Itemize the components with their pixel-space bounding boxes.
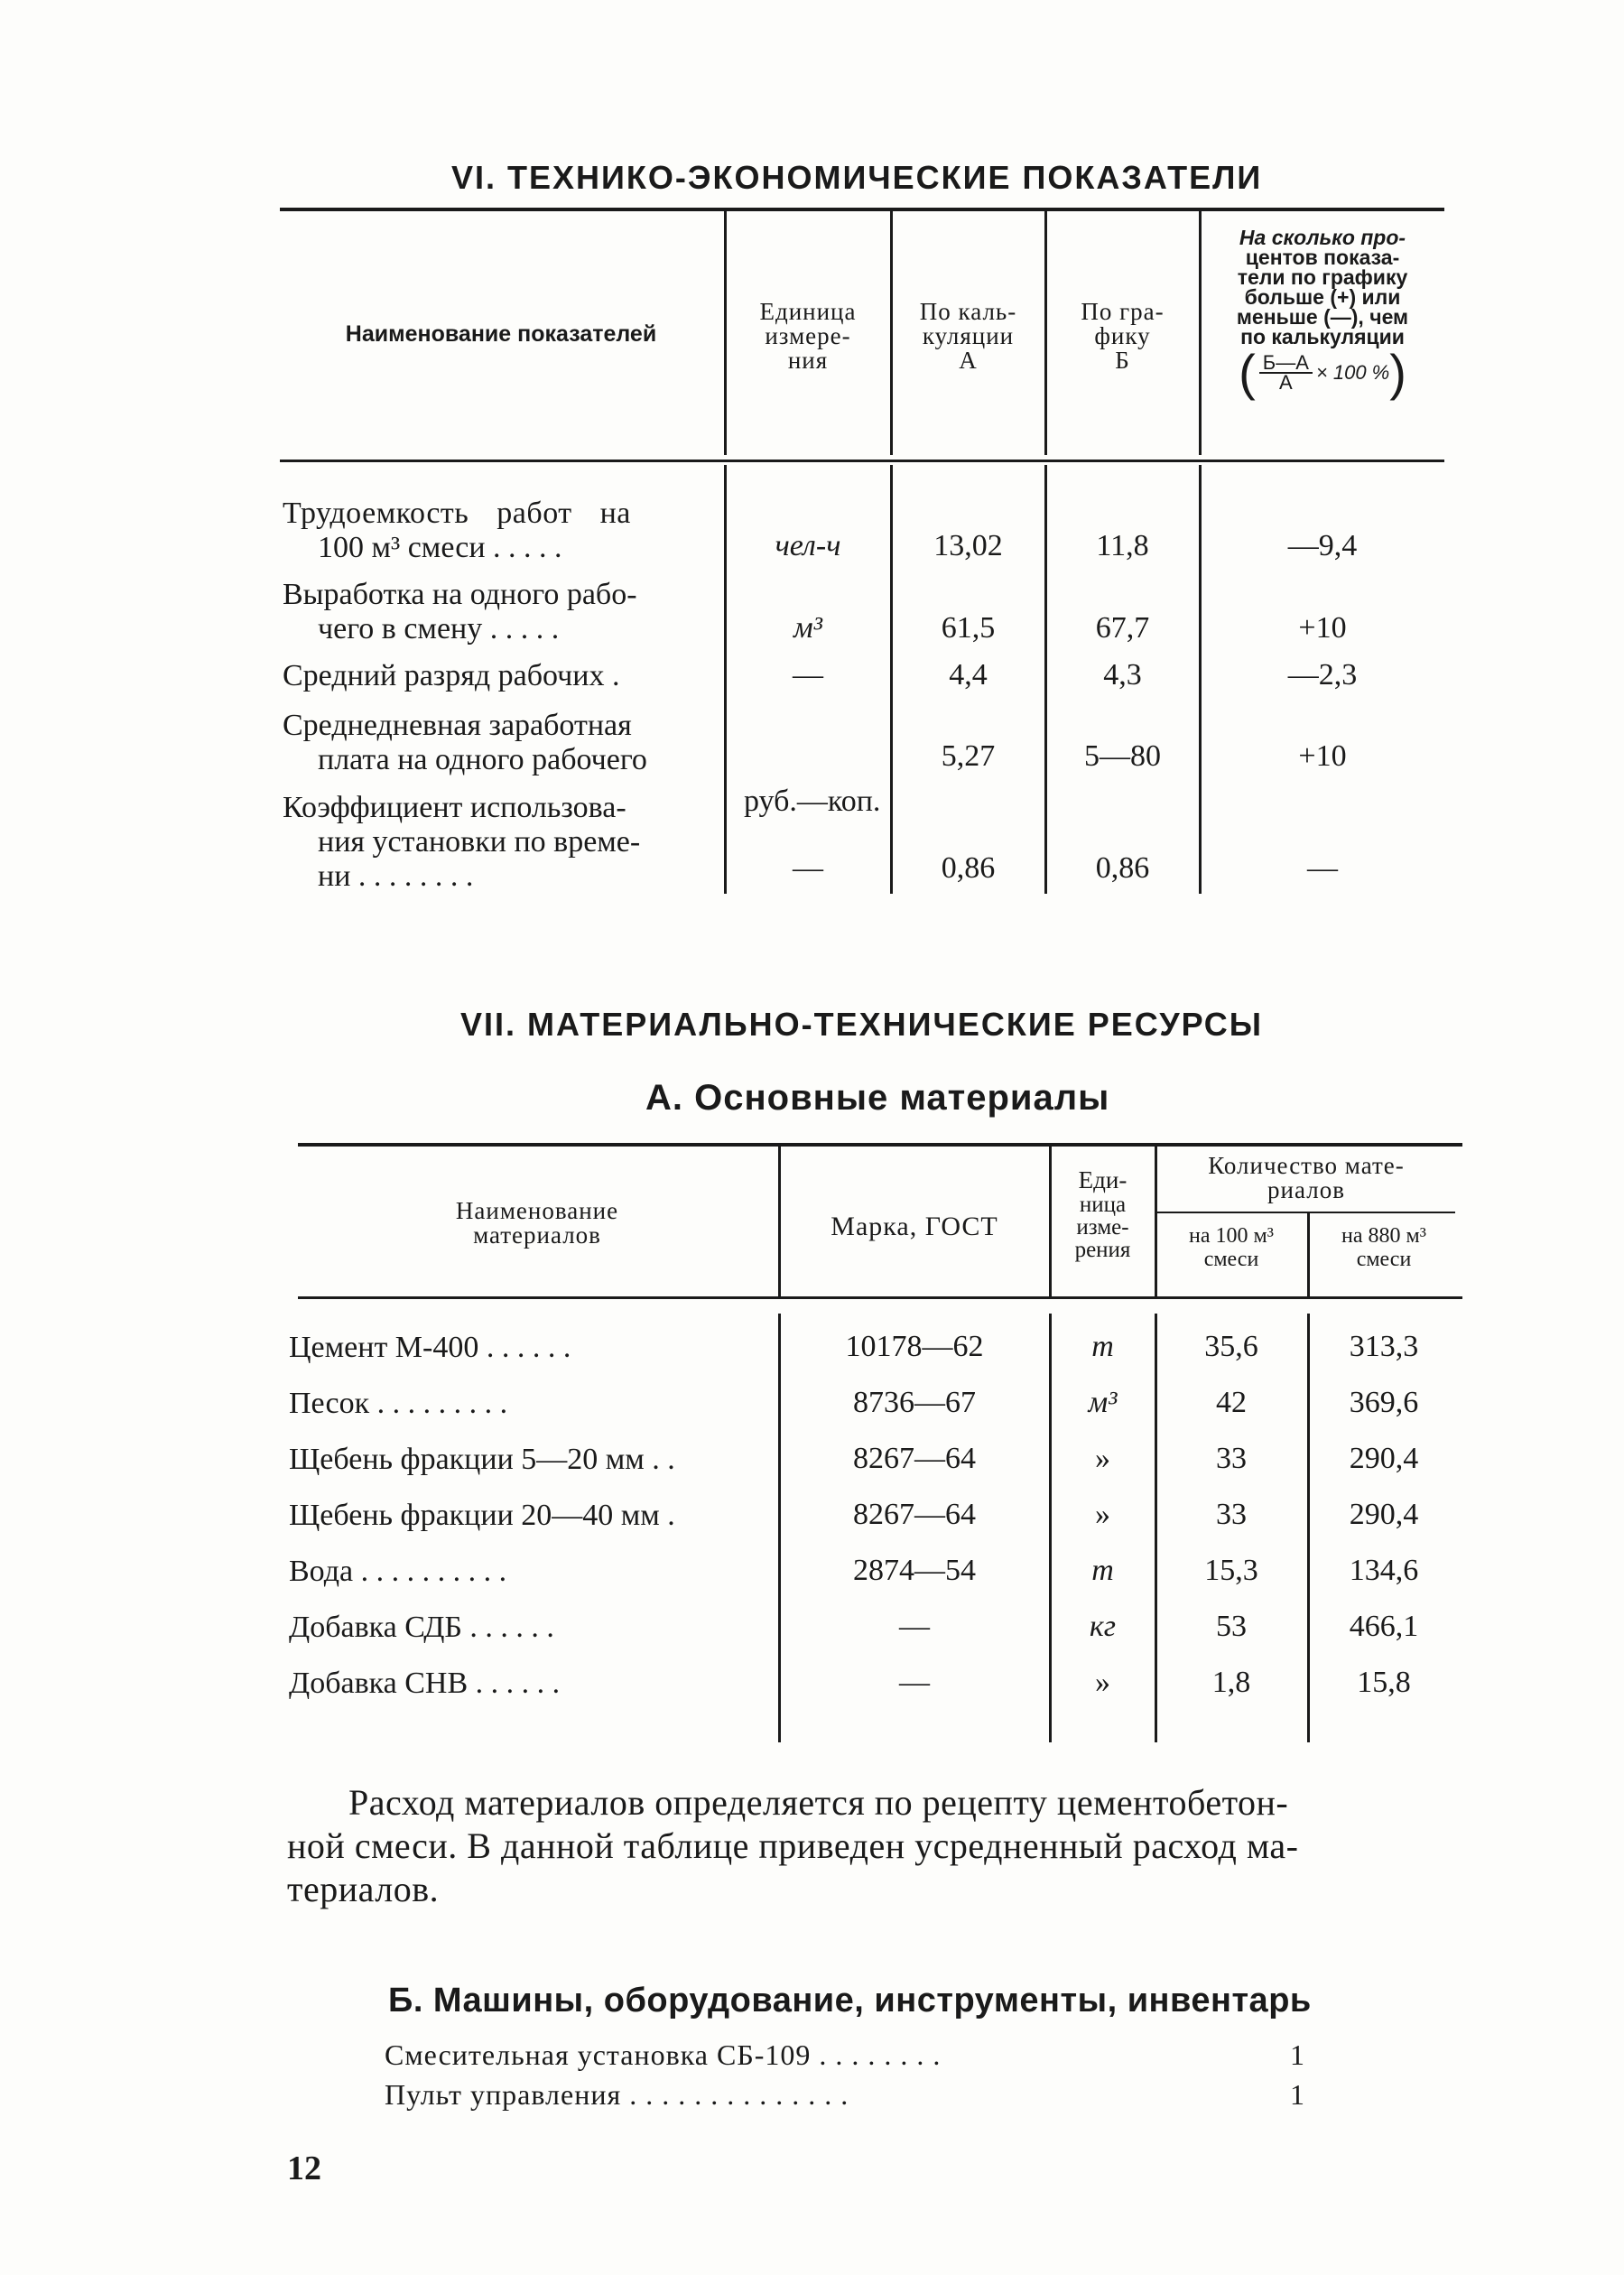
equipment-list	[385, 2035, 1305, 2114]
table1-divider	[724, 465, 727, 894]
table1-row-calc: 5,27	[941, 739, 996, 773]
table1-divider	[1199, 465, 1202, 894]
table1-row-graph: 5—80	[1084, 739, 1161, 773]
material-row-q880: 290,4	[1349, 1442, 1419, 1475]
table1-row-percent: —2,3	[1287, 658, 1358, 692]
material-row-q100: 33	[1216, 1442, 1247, 1475]
page-number: 12	[287, 2150, 321, 2187]
header-by-calculation: По каль- куляции А	[919, 298, 1017, 374]
table1-row-graph: 4,3	[1103, 658, 1142, 692]
material-row-unit: т	[1091, 1554, 1114, 1587]
material-row-q880: 313,3	[1349, 1330, 1419, 1363]
table1-row-name: Среднедневная заработная плата на одного рабочего	[283, 709, 647, 776]
header-quantity-880: на 880 м³ смеси	[1341, 1224, 1426, 1271]
material-row-q880: 369,6	[1349, 1386, 1419, 1419]
table1-row-graph: 0,86	[1095, 851, 1150, 885]
material-row-q880: 466,1	[1349, 1610, 1419, 1643]
subsection-a-title: А. Основные материалы	[645, 1078, 1110, 1118]
table2-divider	[1049, 1314, 1052, 1742]
table2-divider	[1307, 1213, 1310, 1296]
equipment-item: Пульт управления . . . . . . . . . . . . . . 1	[385, 2078, 1305, 2111]
table1-row-unit: руб.—коп.	[744, 785, 881, 818]
table2-qty-rule	[1157, 1212, 1455, 1213]
material-row-gost: 8267—64	[853, 1498, 976, 1531]
material-row-q100: 1,8	[1211, 1666, 1251, 1699]
section7-title: VII. МАТЕРИАЛЬНО-ТЕХНИЧЕСКИЕ РЕСУРСЫ	[460, 1006, 1264, 1043]
materials-note: Расход материалов определяется по рецепту цементобетон- ной смеси. В данной таблице приведен усредненный расход ма- териалов.	[287, 1782, 1299, 1909]
subsection-b-title: Б. Машины, оборудование, инструменты, инвентарь	[388, 1982, 1312, 2020]
material-row-gost: —	[899, 1666, 930, 1699]
table1-row-unit: —	[793, 851, 823, 885]
table1-top-rule	[280, 208, 1444, 211]
material-row-name: Песок . . . . . . . . .	[289, 1387, 508, 1420]
header-indicator-name: Наименование показателей	[345, 321, 657, 347]
table1-divider	[890, 211, 893, 455]
table1-row-unit: м³	[793, 611, 822, 645]
material-row-gost: 10178—62	[845, 1330, 984, 1363]
material-row-name: Добавка СНВ . . . . . .	[289, 1667, 561, 1700]
material-row-q100: 42	[1216, 1386, 1247, 1419]
table1-divider	[1044, 211, 1047, 455]
table2-divider	[1307, 1314, 1310, 1742]
material-row-q100: 15,3	[1204, 1554, 1258, 1587]
material-row-name: Вода . . . . . . . . . .	[289, 1555, 507, 1588]
material-row-q880: 15,8	[1357, 1666, 1411, 1699]
table1-row-name: Трудоемкость работ на 100 м³ смеси . . . . .	[283, 497, 631, 564]
table1-divider	[1044, 465, 1047, 894]
material-row-q880: 134,6	[1349, 1554, 1419, 1587]
table1-row-percent: —9,4	[1287, 529, 1358, 562]
header-quantity: Количество мате- риалов	[1208, 1152, 1405, 1203]
section6-title: VI. ТЕХНИКО-ЭКОНОМИЧЕСКИЕ ПОКАЗАТЕЛИ	[451, 159, 1263, 196]
table2-divider	[1049, 1147, 1052, 1296]
material-row-name: Щебень фракции 20—40 мм .	[289, 1499, 675, 1532]
table1-header-rule	[280, 460, 1444, 462]
material-row-name: Добавка СДБ . . . . . .	[289, 1611, 554, 1644]
material-row-name: Цемент М-400 . . . . . .	[289, 1331, 571, 1364]
equipment-item: Смесительная установка СБ-109 . . . . . . . . 1	[385, 2038, 1305, 2071]
table1-row-calc: 4,4	[949, 658, 988, 692]
table1-divider	[890, 465, 893, 894]
table1-row-unit: —	[793, 658, 823, 692]
header-material-name: Наименование материалов	[455, 1197, 619, 1249]
header-percent-difference: На сколько про- центов показа- тели по графику больше (+) или меньше (—), чем по калькуляции ( Б—А А × 100 % )	[1204, 228, 1441, 395]
percent-formula: ( Б—А А × 100 % )	[1239, 344, 1406, 401]
material-row-q100: 33	[1216, 1498, 1247, 1531]
material-row-unit: »	[1095, 1666, 1110, 1699]
table2-top-rule	[298, 1143, 1462, 1147]
table1-row-percent: +10	[1298, 739, 1347, 773]
material-row-q880: 290,4	[1349, 1498, 1419, 1531]
table1-row-calc: 0,86	[941, 851, 996, 885]
material-row-unit: »	[1095, 1442, 1110, 1475]
material-row-q100: 53	[1216, 1610, 1247, 1643]
material-row-unit: м³	[1088, 1386, 1118, 1419]
table1-divider	[724, 211, 727, 455]
material-row-gost: —	[899, 1610, 930, 1643]
material-row-name: Щебень фракции 5—20 мм . .	[289, 1443, 675, 1476]
table1-row-graph: 11,8	[1096, 529, 1149, 562]
table1-divider	[1199, 211, 1202, 455]
table1-row-name: Выработка на одного рабо- чего в смену . . . . .	[283, 578, 637, 645]
material-row-gost: 8736—67	[853, 1386, 976, 1419]
table1-row-name: Средний разряд рабочих .	[283, 659, 620, 692]
material-row-unit: »	[1095, 1498, 1110, 1531]
table1-row-name: Коэффициент использова- ния установки по време- ни . . . . . . . .	[283, 791, 641, 893]
header-unit: Единица измере- ния	[759, 298, 857, 374]
header-material-unit: Еди- ница изме- рения	[1074, 1166, 1131, 1262]
table1-row-calc: 13,02	[933, 529, 1003, 562]
table2-header-rule	[298, 1296, 1462, 1299]
table1-row-graph: 67,7	[1095, 611, 1150, 645]
material-row-q100: 35,6	[1204, 1330, 1258, 1363]
material-row-unit: кг	[1089, 1610, 1117, 1643]
header-by-graph: По гра- фику Б	[1081, 298, 1165, 374]
table1-row-percent: —	[1307, 851, 1338, 885]
table1-row-unit: чел-ч	[775, 529, 841, 562]
table1-row-calc: 61,5	[941, 611, 996, 645]
table2-divider	[778, 1314, 781, 1742]
header-quantity-100: на 100 м³ смеси	[1189, 1224, 1274, 1271]
material-row-gost: 2874—54	[853, 1554, 976, 1587]
material-row-gost: 8267—64	[853, 1442, 976, 1475]
table1-row-percent: +10	[1298, 611, 1347, 645]
header-grade-gost: Марка, ГОСТ	[831, 1212, 998, 1241]
table2-divider	[778, 1147, 781, 1296]
material-row-unit: т	[1091, 1330, 1114, 1363]
